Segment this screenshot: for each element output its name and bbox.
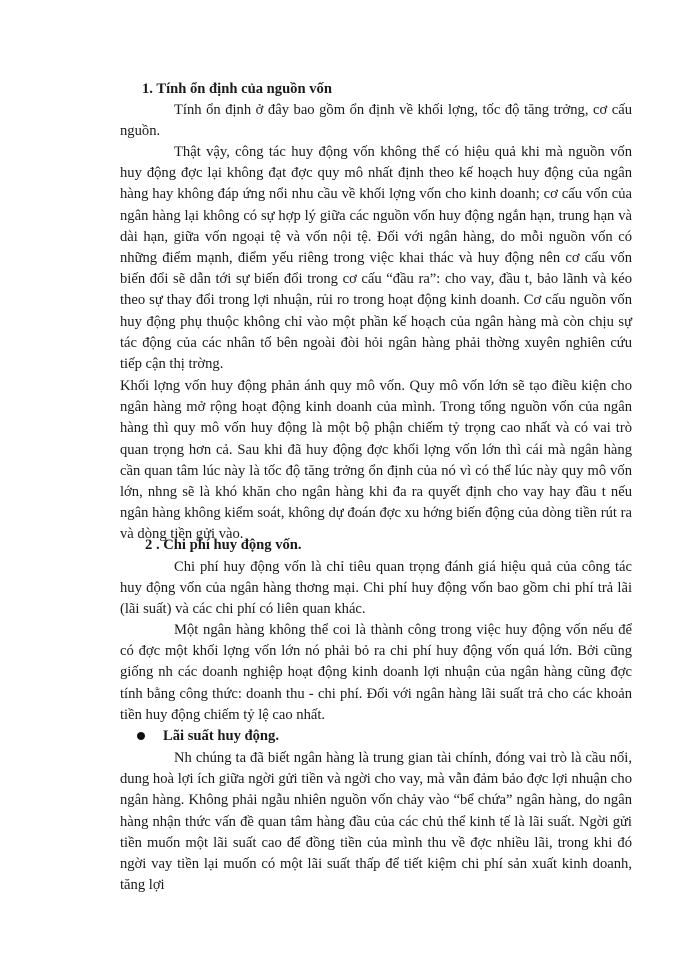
section-1-paragraph-1: Tính ổn định ở đây bao gồm ổn định về khối lợng, tốc độ tăng trởng, cơ cấu nguồn. (120, 102, 632, 140)
bullet-icon (137, 732, 145, 740)
section-1-paragraph-3: Khối lợng vốn huy động phản ánh quy mô vốn. Quy mô vốn lớn sẽ tạo điều kiện cho ngân hàng mở rộng hoạt động kinh doanh của mình. Trong tổng nguồn vốn của ngân hàng thì quy mô vốn huy động là một bộ phận chiếm tỷ trọng cao nhất và có vai trò quan trọng hơn cả. Sau khi đã huy động đợc khối lợng vốn lớn thì cái mà ngân hàng cần quan tâm lúc này là tốc độ tăng trởng ổn định của nó vì có thể lúc này quy mô vốn lớn, nhng sẽ là khó khăn cho ngân hàng khi đa ra quyết định cho vay hay đầu t nếu ngân hàng không kiểm soát, không dự đoán đợc xu hớng biến động của dòng tiền rút ra và dòng tiền gửi vào. (120, 378, 632, 543)
section-2-paragraph-2: Một ngân hàng không thể coi là thành công trong việc huy động vốn nếu để có đợc một khối lợng vốn lớn nó phải bỏ ra chi phí huy động vốn quá lớn. Bởi cũng giống nh các doanh nghiệp hoạt động kinh doanh lợi nhuận của ngân hàng cũng đợc tính bằng công thức: doanh thu - chi phí. Đối với ngân hàng lãi suất trả cho các khoản tiền huy động chiếm tỷ lệ cao nhất. (120, 622, 632, 723)
section-2-heading: 2 . Chi phí huy động vốn. (145, 537, 302, 553)
section-1-paragraph-2: Thật vậy, công tác huy động vốn không thể có hiệu quả khi mà nguồn vốn huy động đợc lại không đạt đợc quy mô nhất định theo kế hoạch huy động của ngân hàng hay không đáp ứng nổi nhu cầu về khối lợng vốn cho kinh doanh; cơ cấu vốn của ngân hàng lại không có sự hợp lý giữa các nguồn vốn huy động ngắn hạn, trung hạn và dài hạn, giữa vốn ngoại tệ và vốn nội tệ. Đối với ngân hàng, do mỗi nguồn vốn có những điểm mạnh, điểm yếu riêng trong việc khai thác và huy động nên cơ cấu vốn biến đổi sẽ dẫn tới sự biến đổi trong cơ cấu “đầu ra”: cho vay, đầu t, bảo lãnh và kéo theo sự thay đổi trong lợi nhuận, rủi ro trong hoạt động kinh doanh. Cơ cấu nguồn vốn huy động phụ thuộc không chỉ vào một phần kế hoạch của ngân hàng mà còn chịu sự tác động của các nhân tố bên ngoài đòi hỏi ngân hàng phải thờng xuyên nghiên cứu tiếp cận thị trờng. (120, 144, 632, 373)
section-2-paragraph-1: Chi phí huy động vốn là chỉ tiêu quan trọng đánh giá hiệu quả của công tác huy động vốn của ngân hàng thơng mại. Chi phí huy động vốn bao gồm chi phí trả lãi (lãi suất) và các chi phí có liên quan khác. (120, 559, 632, 618)
section-1-heading: 1. Tính ổn định của nguồn vốn (142, 81, 332, 97)
bullet-heading: Lãi suất huy động. (163, 728, 279, 744)
bullet-paragraph: Nh chúng ta đã biết ngân hàng là trung gian tài chính, đóng vai trò là cầu nối, dung hoà lợi ích giữa ngời gửi tiền và ngời cho vay, mà vẫn đảm bảo đợc lợi nhuận cho ngân hàng. Không phải ngẫu nhiên nguồn vốn chảy vào “bể chứa” ngân hàng, do ngân hàng nhận thức vấn đề quan tâm hàng đầu của các chủ thể kinh tế là lãi suất. Ngời gửi tiền muốn một lãi suất cao để đồng tiền của mình thu về đợc nhiều lãi, trong khi đó ngời vay tiền lại muốn có một lãi suất thấp để tiết kiệm chi phí sản xuất kinh doanh, tăng lợi (120, 750, 632, 894)
